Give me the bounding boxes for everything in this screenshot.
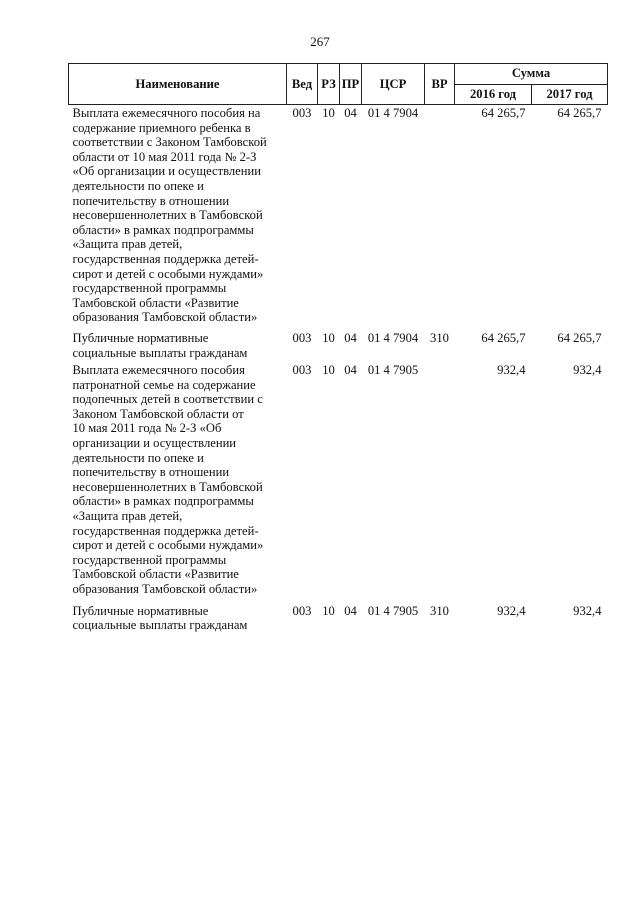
- row-name-line: подопечных детей в соответствии с: [72, 392, 263, 407]
- header-name: Наименование: [69, 64, 287, 105]
- row-vr: 310: [430, 603, 449, 618]
- row-name-line: государственная поддержка детей-: [72, 523, 259, 538]
- row-ved: 003: [292, 106, 312, 120]
- header-rz: РЗ: [318, 64, 340, 105]
- table-row: [69, 597, 608, 633]
- row-name-line: образования Тамбовской области»: [72, 310, 258, 325]
- row-name-line: патронатной семье на содержание: [72, 377, 256, 392]
- page-number: 267: [310, 34, 330, 49]
- row-name-line: государственной программы: [72, 552, 227, 567]
- row-sum-2016: 932,4: [497, 603, 526, 618]
- row-name-line: области от 10 мая 2011 года № 2-З: [72, 149, 257, 164]
- table-body: [69, 105, 608, 633]
- header-year-2016: 2016 год: [455, 84, 532, 105]
- row-name-line: социальные выплаты гражданам: [72, 618, 248, 633]
- row-name-line: области» в рамках подпрограммы: [72, 494, 254, 509]
- row-name-line: сирот и детей с особыми нуждами»: [72, 266, 264, 281]
- row-name-line: «Защита прав детей,: [72, 509, 183, 524]
- row-csr: 01 4 7904: [367, 330, 419, 345]
- header-vr: ВР: [425, 64, 455, 105]
- row-vr: 310: [430, 330, 449, 345]
- row-rz: 10: [322, 106, 335, 120]
- row-sum-2017: 64 265,7: [557, 330, 602, 345]
- header-sum: Сумма: [455, 64, 608, 85]
- row-csr: 01 4 7905: [367, 363, 419, 378]
- table-row: [69, 325, 608, 360]
- row-name-line: Законом Тамбовской области от: [72, 406, 244, 421]
- row-name-line: деятельности по опеке и: [72, 450, 204, 465]
- row-rz: 10: [322, 363, 335, 378]
- row-name-line: Публичные нормативные: [72, 603, 209, 618]
- row-name-line: сирот и детей с особыми нуждами»: [72, 538, 264, 553]
- header-ved: Вед: [287, 64, 318, 105]
- row-ved: 003: [292, 330, 312, 345]
- row-name: [69, 597, 287, 633]
- table-row: [69, 360, 608, 597]
- row-pr: 04: [344, 330, 357, 345]
- row-name-line: Тамбовской области «Развитие: [72, 567, 239, 582]
- row-ved: 003: [292, 603, 312, 618]
- row-name: [69, 105, 287, 325]
- row-name-line: «Об организации и осуществлении: [72, 164, 261, 179]
- row-name-line: «Защита прав детей,: [72, 237, 183, 252]
- row-name-line: социальные выплаты гражданам: [72, 345, 248, 360]
- row-rz: 10: [322, 603, 335, 618]
- row-name-line: государственная поддержка детей-: [72, 251, 259, 266]
- row-rz: 10: [322, 330, 335, 345]
- row-name-line: Выплата ежемесячного пособия: [72, 363, 245, 378]
- row-name-line: Выплата ежемесячного пособия на: [72, 106, 261, 120]
- row-sum-2016: 932,4: [497, 363, 526, 378]
- table-row: [69, 105, 608, 325]
- row-sum-2016: 64 265,7: [481, 106, 526, 120]
- row-name: [69, 325, 287, 360]
- row-csr: 01 4 7905: [367, 603, 419, 618]
- table-header: [69, 64, 608, 105]
- row-name-line: несовершеннолетних в Тамбовской: [72, 208, 263, 223]
- row-name-line: Публичные нормативные: [72, 330, 209, 345]
- row-sum-2017: 932,4: [573, 603, 602, 618]
- header-csr: ЦСР: [362, 64, 425, 105]
- row-name-line: Тамбовской области «Развитие: [72, 295, 239, 310]
- row-pr: 04: [344, 363, 357, 378]
- row-sum-2017: 64 265,7: [557, 106, 602, 120]
- row-name-line: попечительству в отношении: [72, 465, 230, 480]
- budget-table: [68, 63, 608, 633]
- row-name-line: несовершеннолетних в Тамбовской: [72, 479, 263, 494]
- header-year-2017: 2017 год: [532, 84, 608, 105]
- row-vr: [425, 105, 455, 325]
- row-name-line: государственной программы: [72, 281, 227, 296]
- row-name-line: деятельности по опеке и: [72, 178, 204, 193]
- row-name-line: содержание приемного ребенка в: [72, 120, 251, 135]
- row-ved: 003: [292, 363, 312, 378]
- row-vr: [425, 360, 455, 597]
- row-sum-2016: 64 265,7: [481, 330, 526, 345]
- row-name-line: организации и осуществлении: [72, 436, 237, 451]
- row-pr: 04: [344, 106, 357, 120]
- row-csr: 01 4 7904: [367, 106, 419, 120]
- row-pr: 04: [344, 603, 357, 618]
- row-name-line: соответствии с Законом Тамбовской: [72, 135, 267, 150]
- row-name-line: попечительству в отношении: [72, 193, 230, 208]
- row-sum-2017: 932,4: [573, 363, 602, 378]
- row-name-line: 10 мая 2011 года № 2-З «Об: [72, 421, 222, 436]
- row-name-line: образования Тамбовской области»: [72, 582, 258, 596]
- row-name-line: области» в рамках подпрограммы: [72, 222, 254, 237]
- header-pr: ПР: [340, 64, 362, 105]
- row-name: [69, 360, 287, 597]
